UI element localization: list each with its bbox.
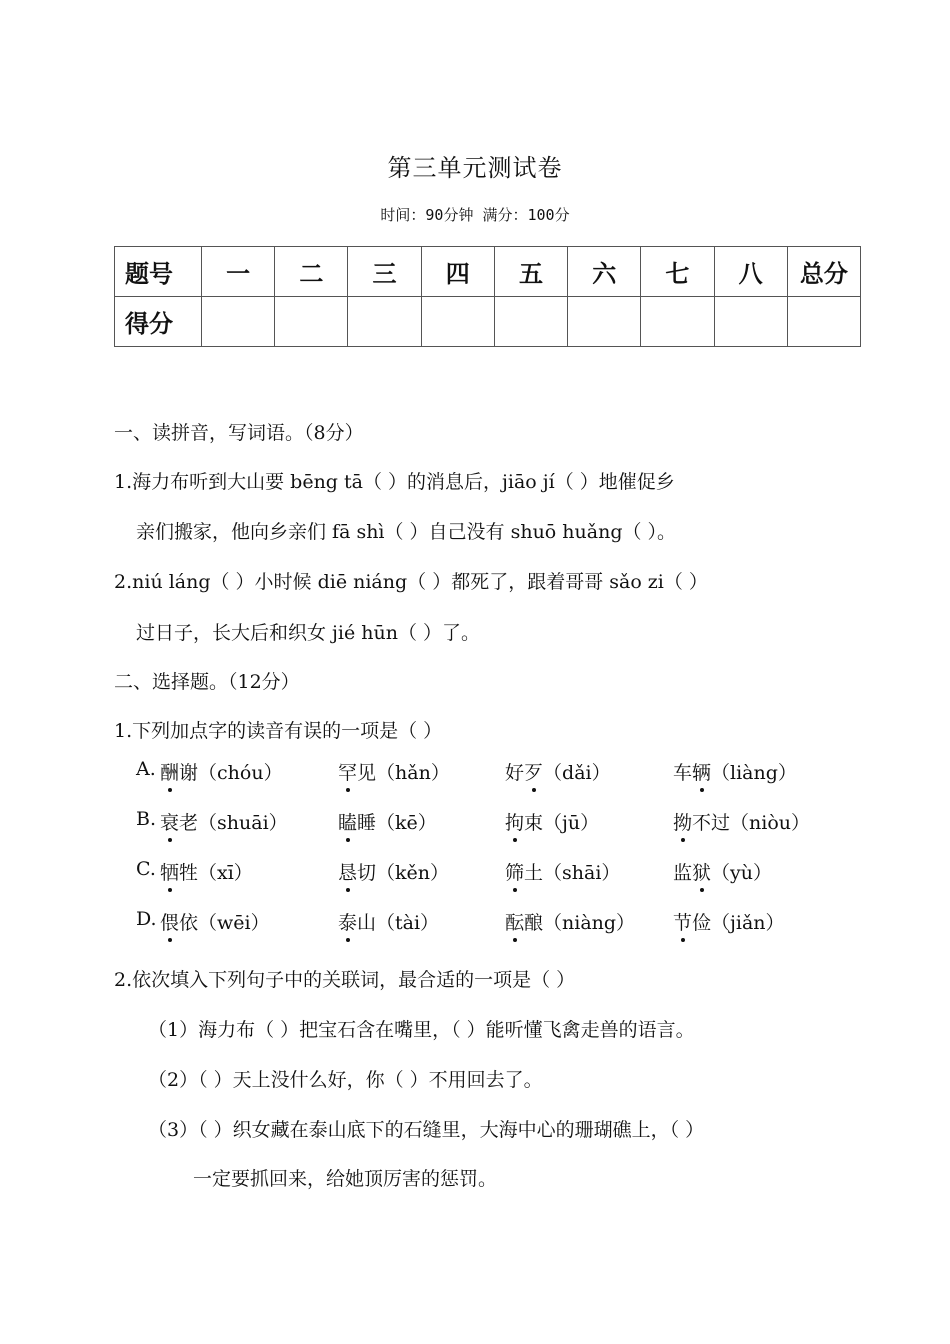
word-text: 谢（chóu） (179, 762, 283, 784)
option-word (673, 808, 810, 835)
question-text: 2.niú láng（ ）小时候 diē niáng（ ）都死了，跟着哥哥 sǎo zi（ ） (114, 571, 708, 593)
table-cell: 二 (275, 247, 348, 297)
option-word (160, 858, 253, 885)
word-text: （dǎi） (543, 762, 611, 784)
dotted-character: 牺 (160, 858, 179, 885)
dotted-character: 辆 (692, 758, 711, 785)
option-label[interactable]: B. (136, 808, 157, 830)
table-cell: 六 (568, 247, 641, 297)
question-text: （2）（ ）天上没什么好，你（ ）不用回去了。 (148, 1069, 543, 1091)
option-word (673, 908, 785, 935)
dotted-character: 拘 (505, 808, 524, 835)
table-cell: 题号 (115, 247, 202, 297)
option-word (673, 758, 797, 785)
score-input-cell[interactable] (348, 297, 421, 347)
word-text: （liàng） (711, 762, 797, 784)
dotted-character: 节 (673, 908, 692, 935)
score-input-cell[interactable] (568, 297, 641, 347)
option-word (160, 808, 288, 835)
score-input-cell[interactable] (202, 297, 275, 347)
word-text: 监 (673, 862, 693, 884)
option-word (338, 908, 439, 935)
table-cell: 一 (202, 247, 275, 297)
word-text: 车 (673, 762, 693, 784)
table-cell: 八 (714, 247, 787, 297)
score-input-cell[interactable] (421, 297, 494, 347)
table-cell: 五 (494, 247, 567, 297)
score-input-cell[interactable] (275, 297, 348, 347)
option-label[interactable]: C. (136, 858, 156, 880)
word-text: 好 (505, 762, 525, 784)
word-text: 睡（kē） (357, 812, 437, 834)
option-word (673, 858, 772, 885)
dotted-character: 拗 (673, 808, 692, 835)
word-text: 山（tài） (357, 912, 440, 934)
word-text: 切（kěn） (357, 862, 450, 884)
score-table (114, 246, 861, 347)
option-word (505, 808, 599, 835)
word-text: 依（wēi） (179, 912, 270, 934)
table-cell: 七 (641, 247, 714, 297)
question-text: 1.海力布听到大山要 bēng tā（ ）的消息后，jiāo jí（ ）地催促乡 (114, 471, 675, 493)
word-text: 俭（jiǎn） (692, 912, 785, 934)
dotted-character: 偎 (160, 908, 179, 935)
question-text: （3）（ ）织女藏在泰山底下的石缝里，大海中心的珊瑚礁上，（ ） (148, 1119, 705, 1141)
table-cell: 四 (421, 247, 494, 297)
score-table-score-row (115, 297, 861, 347)
word-text: 酿（niàng） (524, 912, 636, 934)
dotted-character: 罕 (338, 758, 357, 785)
question-text: 一定要抓回来，给她顶厉害的惩罚。 (193, 1168, 498, 1190)
dotted-character: 歹 (524, 758, 543, 785)
table-cell: 总分 (787, 247, 860, 297)
word-text: （yù） (711, 862, 773, 884)
word-text: 老（shuāi） (179, 812, 288, 834)
section-2-heading: 二、选择题。（12分） (114, 671, 300, 693)
question-text: 亲们搬家，他向乡亲们 fā shì（ ）自己没有 shuō huǎng（ ）。 (136, 521, 677, 543)
option-word (505, 758, 611, 785)
word-text: 束（jū） (524, 812, 600, 834)
table-cell: 得分 (115, 297, 202, 347)
table-cell: 三 (348, 247, 421, 297)
option-word (338, 858, 449, 885)
option-word (160, 758, 283, 785)
question-text: 1.下列加点字的读音有误的一项是（ ） (114, 720, 443, 742)
word-text: 牲（xī） (179, 862, 253, 884)
dotted-character: 酬 (160, 758, 179, 785)
dotted-character: 筛 (505, 858, 524, 885)
dotted-character: 衰 (160, 808, 179, 835)
score-table-header-row (115, 247, 861, 297)
question-text: 2.依次填入下列句子中的关联词，最合适的一项是（ ） (114, 969, 576, 991)
page-title: 第三单元测试卷 (387, 154, 563, 182)
option-label[interactable]: A. (136, 758, 156, 780)
score-input-cell[interactable] (641, 297, 714, 347)
score-input-cell[interactable] (714, 297, 787, 347)
dotted-character: 狱 (692, 858, 711, 885)
exam-meta: 时间：90分钟 满分：100分 (380, 206, 570, 224)
word-text: 见（hǎn） (357, 762, 450, 784)
section-1-heading: 一、读拼音，写词语。（8分） (114, 422, 364, 444)
dotted-character: 酝 (505, 908, 524, 935)
option-word (338, 808, 437, 835)
option-label[interactable]: D. (136, 908, 157, 930)
option-word (338, 758, 450, 785)
option-word (160, 908, 270, 935)
word-text: 不过（niòu） (692, 812, 811, 834)
option-word (505, 908, 635, 935)
dotted-character: 泰 (338, 908, 357, 935)
question-text: 过日子，长大后和织女 jié hūn（ ）了。 (136, 622, 481, 644)
question-text: （1）海力布（ ）把宝石含在嘴里，（ ）能听懂飞禽走兽的语言。 (148, 1019, 695, 1041)
dotted-character: 瞌 (338, 808, 357, 835)
score-input-cell[interactable] (787, 297, 860, 347)
word-text: 土（shāi） (524, 862, 621, 884)
dotted-character: 恳 (338, 858, 357, 885)
option-word (505, 858, 620, 885)
score-input-cell[interactable] (494, 297, 567, 347)
